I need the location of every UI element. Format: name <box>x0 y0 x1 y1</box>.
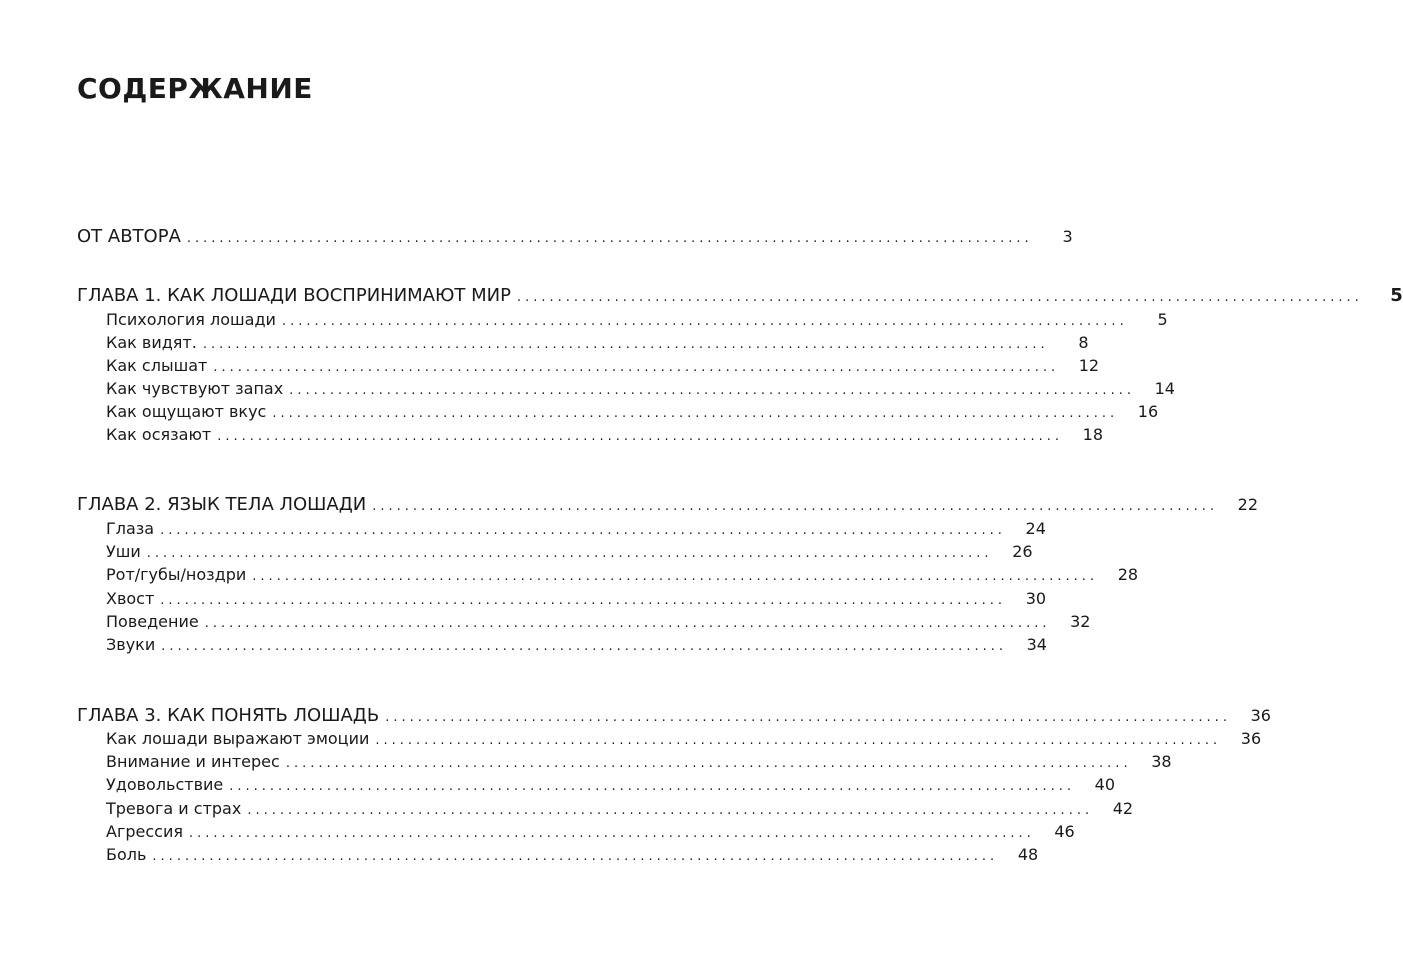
toc-page-number: 14 <box>1154 379 1175 398</box>
dot-leader: ........................................................................................................ <box>152 849 999 864</box>
toc-item-label: Психология лошади <box>106 310 276 329</box>
toc-item-label: Глаза <box>106 519 155 538</box>
toc-page-number: 18 <box>1082 425 1103 444</box>
dot-leader: ........................................................................................................ <box>272 406 1119 421</box>
toc-item[interactable] <box>106 822 1075 841</box>
dot-leader: ........................................................................................................ <box>146 546 993 561</box>
toc-item[interactable] <box>106 519 1046 538</box>
toc-chapter-label: ГЛАВА 1. КАК ЛОШАДИ ВОСПРИНИМАЮТ МИР <box>77 285 511 306</box>
dot-leader: ........................................................................................................ <box>289 383 1135 398</box>
dot-leader: ........................................................................................................ <box>160 593 1007 608</box>
dot-leader: ........................................................................................................ <box>160 523 1006 538</box>
toc-item[interactable] <box>106 310 1168 329</box>
toc-page-number: 40 <box>1094 775 1116 794</box>
toc-entry-author[interactable] <box>77 226 1073 247</box>
toc-item[interactable] <box>106 799 1134 818</box>
dot-leader: ........................................................................................................ <box>252 569 1099 584</box>
toc-item-label: Тревога и страх <box>106 799 242 818</box>
toc-chapter-label: ГЛАВА 2. ЯЗЫК ТЕЛА ЛОШАДИ <box>77 494 367 515</box>
toc-item[interactable] <box>106 612 1091 631</box>
toc-item[interactable] <box>106 635 1047 654</box>
toc-page-number: 28 <box>1117 565 1139 584</box>
toc-item[interactable] <box>106 356 1100 375</box>
toc-page-number: 48 <box>1017 845 1039 864</box>
dot-leader: ........................................................................................................ <box>281 314 1128 329</box>
toc-item-label: Рот/губы/ноздри <box>106 565 247 584</box>
dot-leader: ........................................................................................................ <box>372 499 1219 514</box>
toc-item-label: Удовольствие <box>106 775 224 794</box>
toc-page-number: 38 <box>1151 752 1172 771</box>
toc-chapter-1[interactable] <box>77 285 1403 306</box>
toc-item-label: Как осязают <box>106 425 212 444</box>
dot-leader: ........................................................................................................ <box>202 337 1049 352</box>
toc-item[interactable] <box>106 379 1175 398</box>
toc-page-number: 26 <box>1012 542 1033 561</box>
dot-leader: ........................................................................................................ <box>213 360 1060 375</box>
toc-page-number: 12 <box>1078 356 1100 375</box>
toc-item-label: Агрессия <box>106 822 183 841</box>
toc-item[interactable] <box>106 589 1047 608</box>
toc-item-label: Как лошади выражают эмоции <box>106 729 370 748</box>
toc-item[interactable] <box>106 775 1116 794</box>
page-title: СОДЕРЖАНИЕ <box>77 72 313 105</box>
dot-leader: ........................................................................................................ <box>247 803 1094 818</box>
toc-item[interactable] <box>106 333 1089 352</box>
toc-item-label: Звуки <box>106 635 156 654</box>
dot-leader: ........................................................................................................ <box>204 616 1051 631</box>
dot-leader: ........................................................................................................ <box>285 756 1132 771</box>
dot-leader: ........................................................................................................ <box>517 290 1363 305</box>
toc-entry-label: ОТ АВТОРА <box>77 226 181 247</box>
toc-item-label: Как видят. <box>106 333 197 352</box>
dot-leader: ........................................................................................................ <box>375 733 1222 748</box>
toc-page-number: 5 <box>1390 285 1403 306</box>
toc-item-label: Как чувствуют запах <box>106 379 284 398</box>
toc-page-number: 42 <box>1112 799 1134 818</box>
toc-page-number: 5 <box>1157 310 1168 329</box>
toc-item-label: Хвост <box>106 589 155 608</box>
toc-item[interactable] <box>106 845 1039 864</box>
toc-page-number: 32 <box>1070 612 1091 631</box>
dot-leader: ........................................................................................................ <box>188 826 1035 841</box>
toc-item-label: Как ощущают вкус <box>106 402 267 421</box>
toc-item-label: Боль <box>106 845 147 864</box>
toc-page-number: 16 <box>1137 402 1159 421</box>
toc-item-label: Внимание и интерес <box>106 752 280 771</box>
toc-item-label: Поведение <box>106 612 199 631</box>
toc-page-number: 46 <box>1054 822 1075 841</box>
toc-page-number: 8 <box>1078 333 1089 352</box>
toc-page-number: 36 <box>1240 729 1262 748</box>
dot-leader: ........................................................................................................ <box>217 429 1063 444</box>
toc-item[interactable] <box>106 542 1033 561</box>
toc-page-number: 3 <box>1062 227 1073 246</box>
toc-chapter-3[interactable] <box>77 705 1271 726</box>
toc-item-label: Как слышат <box>106 356 208 375</box>
dot-leader: ........................................................................................................ <box>229 779 1076 794</box>
toc-chapter-label: ГЛАВА 3. КАК ПОНЯТЬ ЛОШАДЬ <box>77 705 380 726</box>
dot-leader: ........................................................................................................ <box>385 710 1231 725</box>
toc-page-number: 22 <box>1237 495 1259 514</box>
toc-item-label: Уши <box>106 542 141 561</box>
toc-item[interactable] <box>106 752 1172 771</box>
toc-item[interactable] <box>106 402 1159 421</box>
dot-leader: ........................................................................................................ <box>186 231 1033 246</box>
toc-page-number: 30 <box>1025 589 1047 608</box>
toc-item[interactable] <box>106 565 1139 584</box>
toc-item[interactable] <box>106 425 1103 444</box>
toc-page-number: 34 <box>1026 635 1047 654</box>
toc-chapter-2[interactable] <box>77 494 1259 515</box>
toc-item[interactable] <box>106 729 1262 748</box>
dot-leader: ........................................................................................................ <box>161 639 1007 654</box>
toc-page-number: 24 <box>1025 519 1046 538</box>
toc-page-number: 36 <box>1250 706 1271 725</box>
